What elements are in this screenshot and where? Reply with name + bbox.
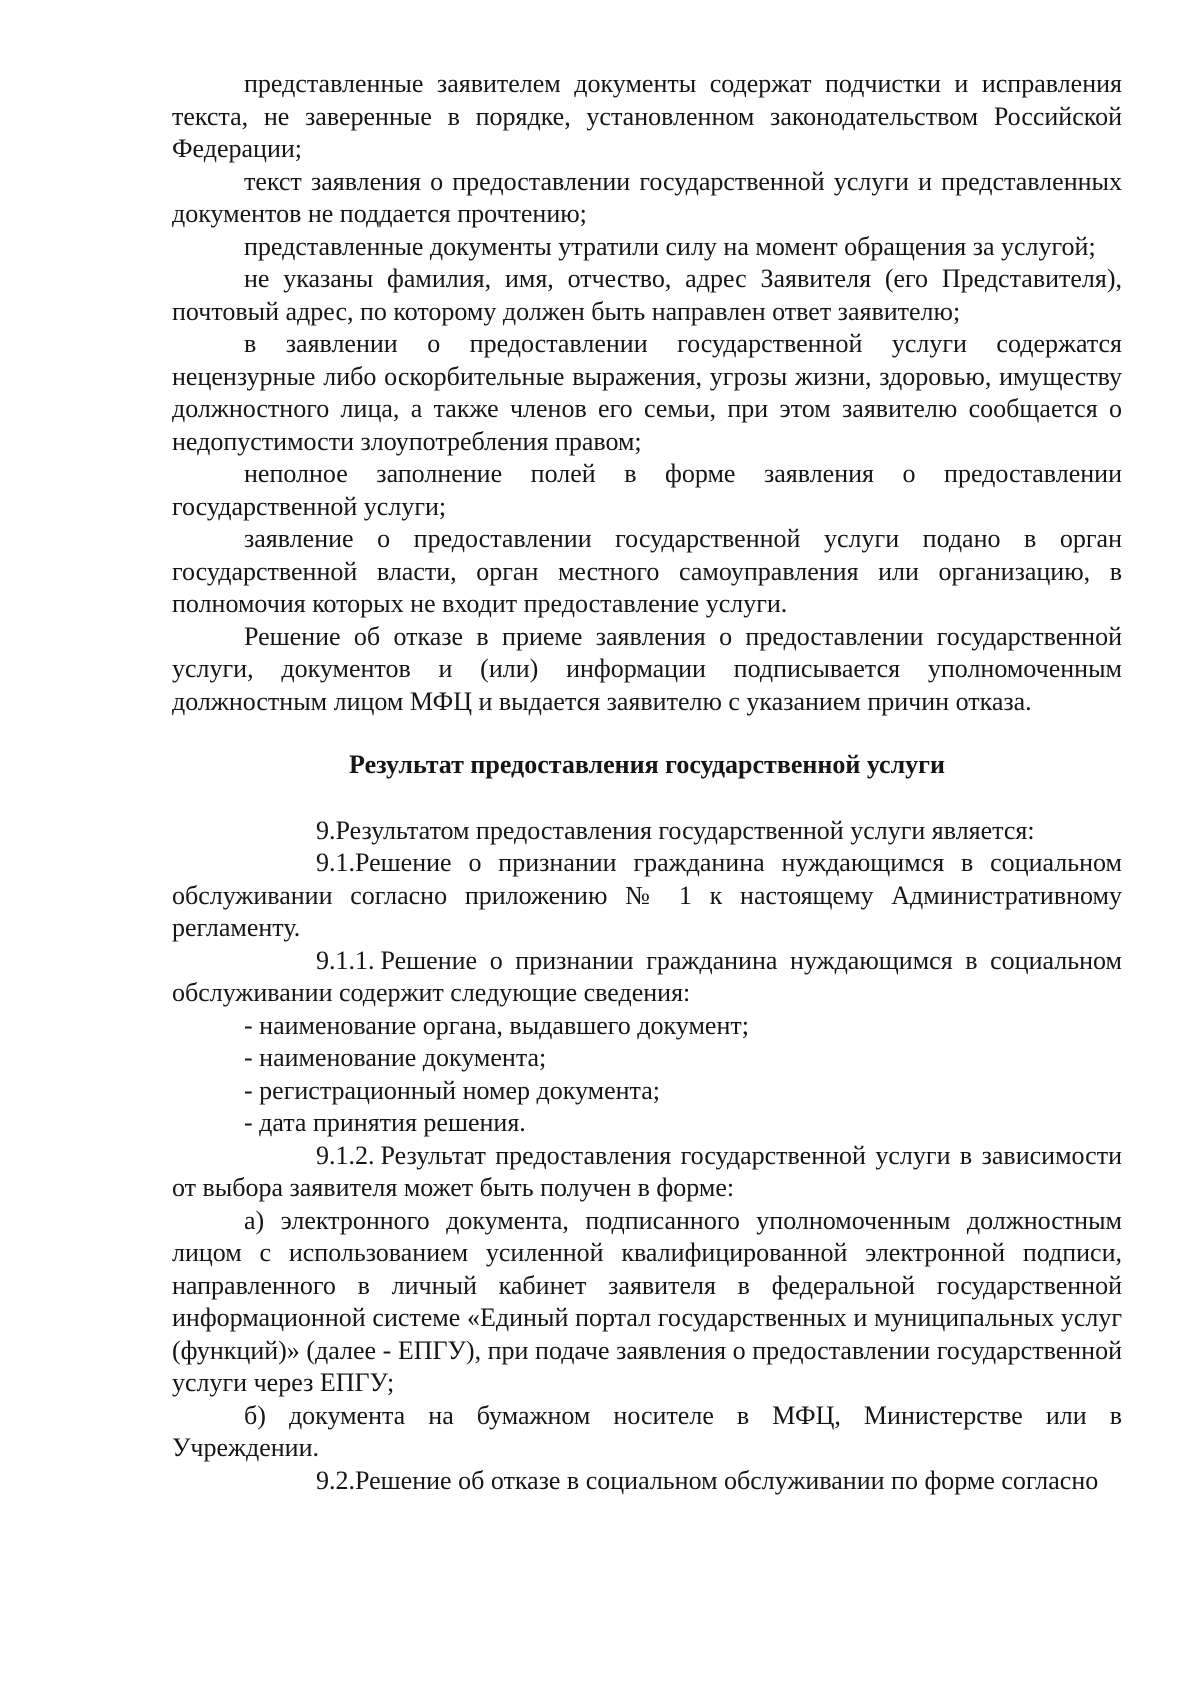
- paragraph: в заявлении о предоставлении государственной услуги содержатся нецензурные либо оскорбительные выражения, угрозы жизни, здоровью, имуществу должностного лица, а также членов его семьи, при этом заявителю сообщается о недопустимости злоупотребления правом;: [172, 329, 1122, 456]
- paragraph: неполное заполнение полей в форме заявления о предоставлении государственной услуги;: [172, 459, 1122, 521]
- paragraph: представленные документы утратили силу на момент обращения за услугой;: [244, 231, 1096, 261]
- paragraph: не указаны фамилия, имя, отчество, адрес Заявителя (его Представителя), почтовый адрес, по которому должен быть направлен ответ заявителю;: [172, 264, 1122, 326]
- dash-list-item: - наименование документа;: [244, 1043, 547, 1072]
- clause-number: 9.: [316, 815, 336, 845]
- paragraph: Решение об отказе в приеме заявления о предоставлении государственной услуги, документов и (или) информации подписывается уполномоченным должностным лицом МФЦ и выдается заявителю с указанием причин отказа.: [172, 621, 1122, 716]
- clause-9-1-1: [172, 945, 1122, 1010]
- clause-text: Решение об отказе в социальном обслуживании по форме согласно: [355, 1465, 1099, 1495]
- clause-number: 9.1.1.: [316, 945, 375, 975]
- paragraph: заявление о предоставлении государственной услуги подано в орган государственной власти, орган местного самоуправления или организацию, в полномочия которых не входит предоставление услуги.: [172, 524, 1122, 618]
- paragraph: представленные заявителем документы содержат подчистки и исправления текста, не заверенные в порядке, установленном законодательством Российской Федерации;: [172, 69, 1122, 163]
- paragraph: текст заявления о предоставлении государственной услуги и представленных документов не поддается прочтению;: [172, 166, 1122, 228]
- clause-9-1: [172, 847, 1122, 945]
- clause-text: Результат предоставления государственной услуги в зависимости от выбора заявителя может быть получен в форме:: [172, 1140, 1122, 1202]
- clause-text: Решение о признании гражданина нуждающимся в социальном обслуживании согласно приложению № 1 к настоящему Административному регламенту.: [172, 848, 1122, 942]
- document-page: [172, 68, 1122, 1497]
- clause-number: 9.2.: [316, 1465, 355, 1495]
- subclause-b: б) документа на бумажном носителе в МФЦ, Министерстве или в Учреждении.: [172, 1400, 1122, 1462]
- clause-9-1-2: [172, 1140, 1122, 1205]
- clause-number: 9.1.2.: [316, 1140, 375, 1170]
- dash-list-item: - наименование органа, выдавшего документ;: [244, 1010, 749, 1040]
- clause-text: Решение о признании гражданина нуждающимся в социальном обслуживании содержит следующие сведения:: [172, 945, 1122, 1007]
- dash-list-item: - дата принятия решения.: [244, 1108, 526, 1137]
- subclause-a: а) электронного документа, подписанного уполномоченным должностным лицом с использованием усиленной квалифицированной электронной подписи, направленного в личный кабинет заявителя в федеральной государственной информационной системе «Единый портал государственных и муниципальных услуг (функций)» (далее - ЕПГУ), при подаче заявления о предоставлении государственной услуги через ЕПГУ;: [172, 1205, 1122, 1397]
- clause-number: 9.1.: [316, 848, 355, 877]
- clause-9: [172, 815, 1122, 848]
- clause-9-2: [172, 1465, 1122, 1498]
- section-heading: Результат предоставления государственной услуги: [349, 750, 945, 779]
- clause-text: Результатом предоставления государственной услуги является:: [335, 815, 1035, 845]
- dash-list-item: - регистрационный номер документа;: [244, 1075, 660, 1105]
